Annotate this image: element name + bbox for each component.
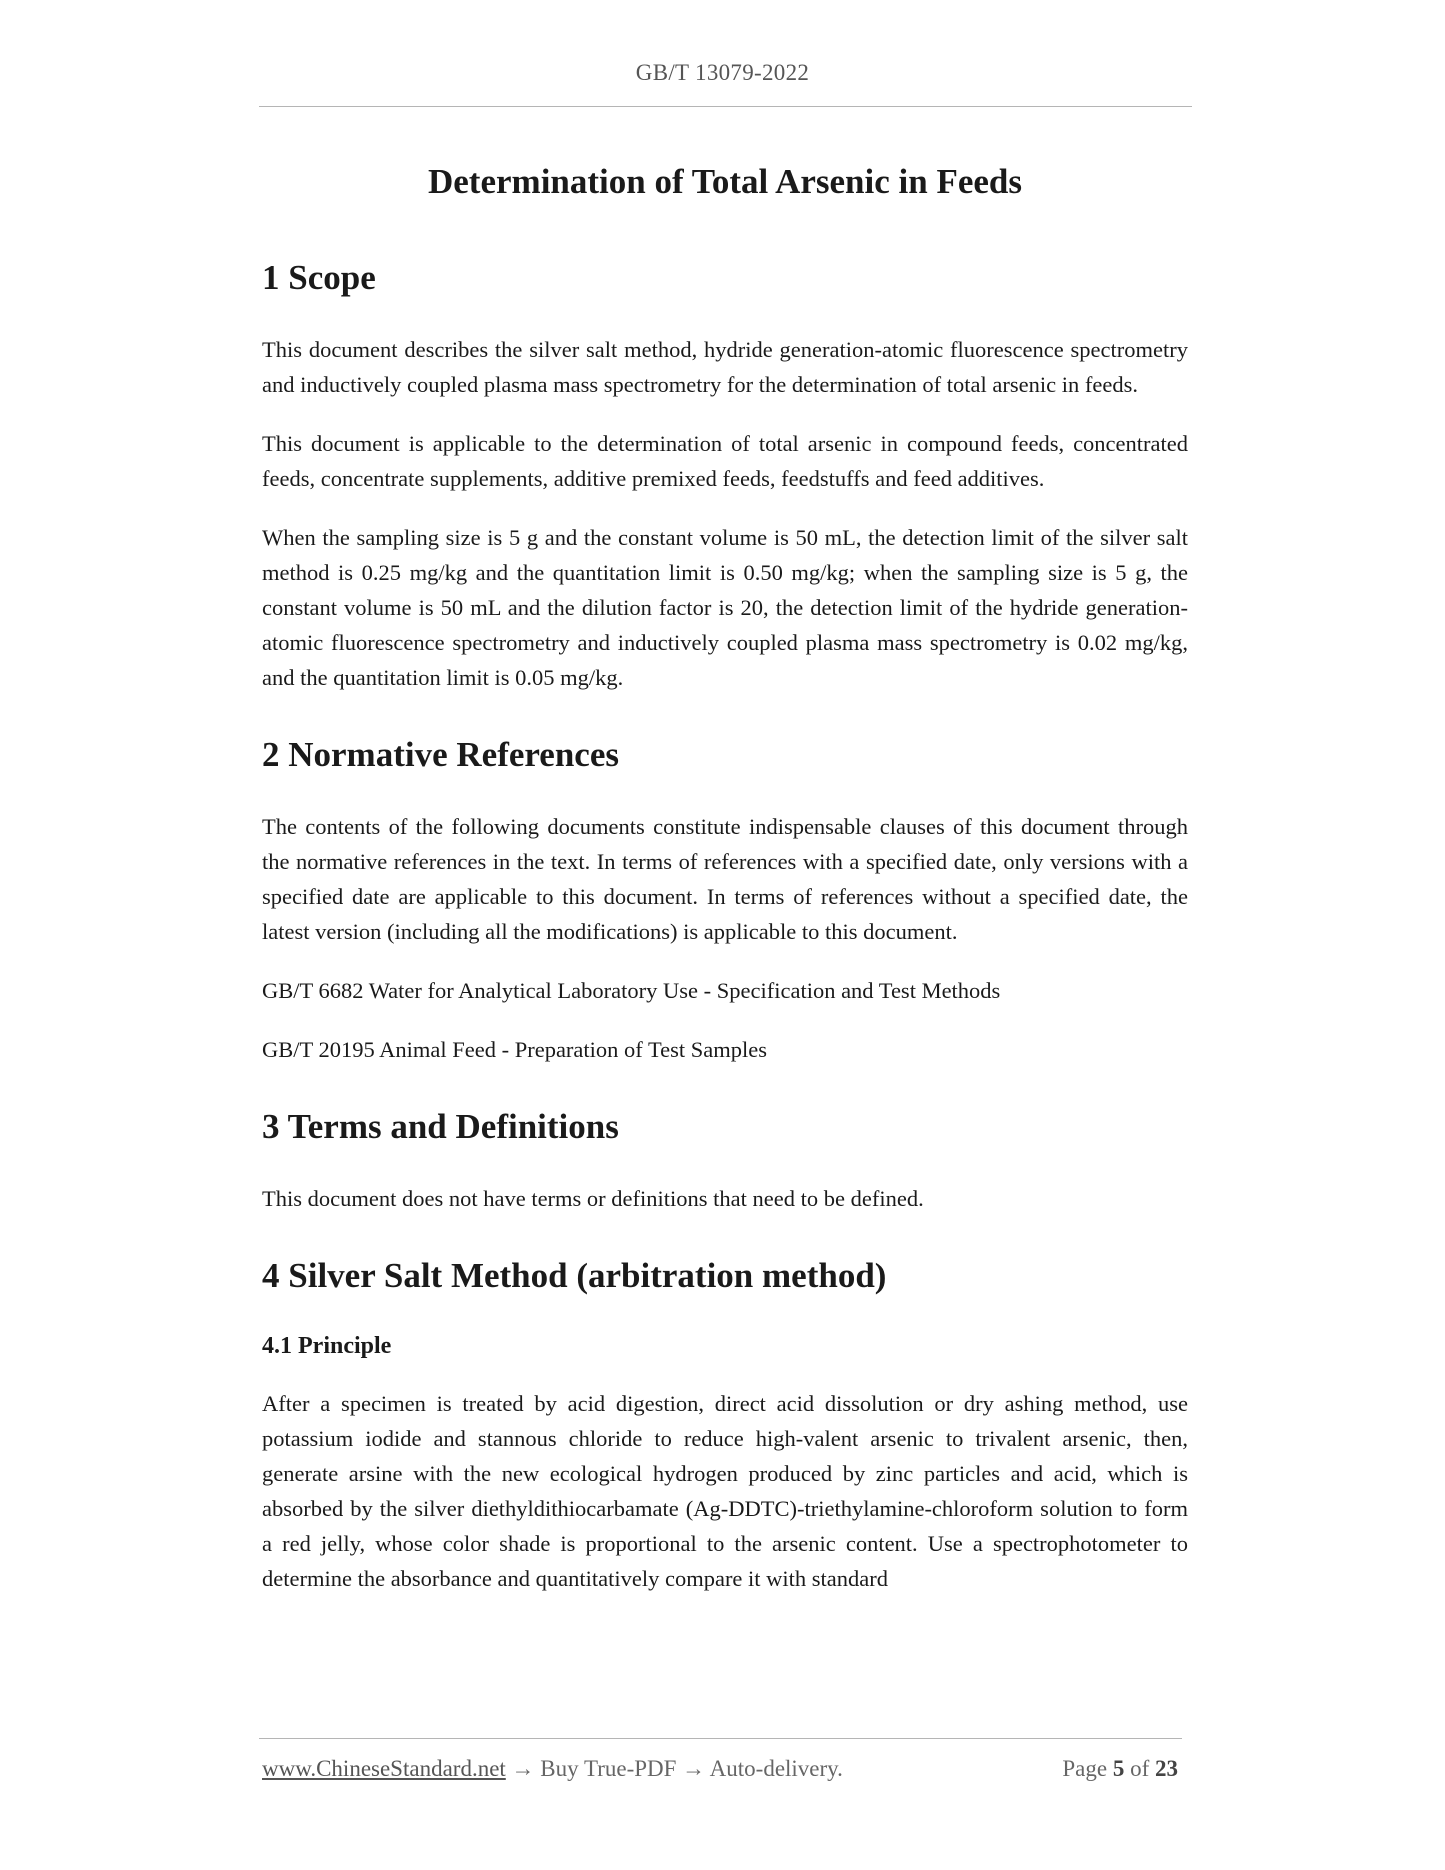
- paragraph: This document describes the silver salt method, hydride generation-atomic fluorescence spectrometry and inductively coupled plasma mass spectrometry for the determination of total arsenic in feeds.: [262, 337, 1188, 397]
- section-heading-scope: 1 Scope: [262, 258, 376, 297]
- footer-promo-text: → Buy True-PDF → Auto-delivery.: [505, 1756, 843, 1781]
- footer-divider: [259, 1738, 1182, 1739]
- reference-item: GB/T 20195 Animal Feed - Preparation of Test Samples: [262, 1037, 768, 1062]
- subsection-heading-principle: 4.1 Principle: [262, 1333, 392, 1359]
- footer-promo: [262, 1756, 843, 1782]
- paragraph: This document does not have terms or definitions that need to be defined.: [262, 1186, 924, 1211]
- page-indicator: [1062, 1756, 1178, 1782]
- header-doc-code: GB/T 13079-2022: [635, 60, 810, 85]
- paragraph: When the sampling size is 5 g and the constant volume is 50 mL, the detection limit of the silver salt method is 0.25 mg/kg and the quantitation limit is 0.50 mg/kg; when the sampling size is 5 g, the constant volume is 50 mL and the dilution factor is 20, the detection limit of the hydride generation-atomic fluorescence spectrometry and inductively coupled plasma mass spectrometry is 0.02 mg/kg, and the quantitation limit is 0.05 mg/kg.: [262, 525, 1188, 690]
- paragraph: After a specimen is treated by acid digestion, direct acid dissolution or dry ashing method, use potassium iodide and stannous chloride to reduce high-valent arsenic to trivalent arsenic, then, generate arsine with the new ecological hydrogen produced by zinc particles and acid, which is absorbed by the silver diethyldithiocarbamate (Ag-DDTC)-triethylamine-chloroform solution to form a red jelly, whose color shade is proportional to the arsenic content. Use a spectrophotometer to determine the absorbance and quantitatively compare it with standard: [262, 1391, 1188, 1591]
- header-divider: [259, 106, 1192, 107]
- page-current: 5: [1112, 1756, 1125, 1781]
- document-body: [262, 160, 1188, 1620]
- section-heading-terms-definitions: 3 Terms and Definitions: [262, 1107, 619, 1146]
- section-heading-silver-salt-method: 4 Silver Salt Method (arbitration method): [262, 1256, 887, 1295]
- site-link[interactable]: www.ChineseStandard.net: [262, 1756, 506, 1781]
- of-label: of: [1130, 1756, 1150, 1781]
- paragraph: The contents of the following documents constitute indispensable clauses of this document through the normative references in the text. In terms of references with a specified date, only versions with a specified date are applicable to this document. In terms of references without a specified date, the latest version (including all the modifications) is applicable to this document.: [262, 814, 1188, 944]
- reference-item: GB/T 6682 Water for Analytical Laboratory Use - Specification and Test Methods: [262, 978, 1001, 1003]
- paragraph: This document is applicable to the determination of total arsenic in compound feeds, concentrated feeds, concentrate supplements, additive premixed feeds, feedstuffs and feed additives.: [262, 431, 1188, 491]
- section-heading-normative-references: 2 Normative References: [262, 735, 619, 774]
- page-total: 23: [1155, 1756, 1178, 1781]
- document-title: Determination of Total Arsenic in Feeds: [428, 162, 1022, 201]
- page-label: Page: [1062, 1756, 1108, 1781]
